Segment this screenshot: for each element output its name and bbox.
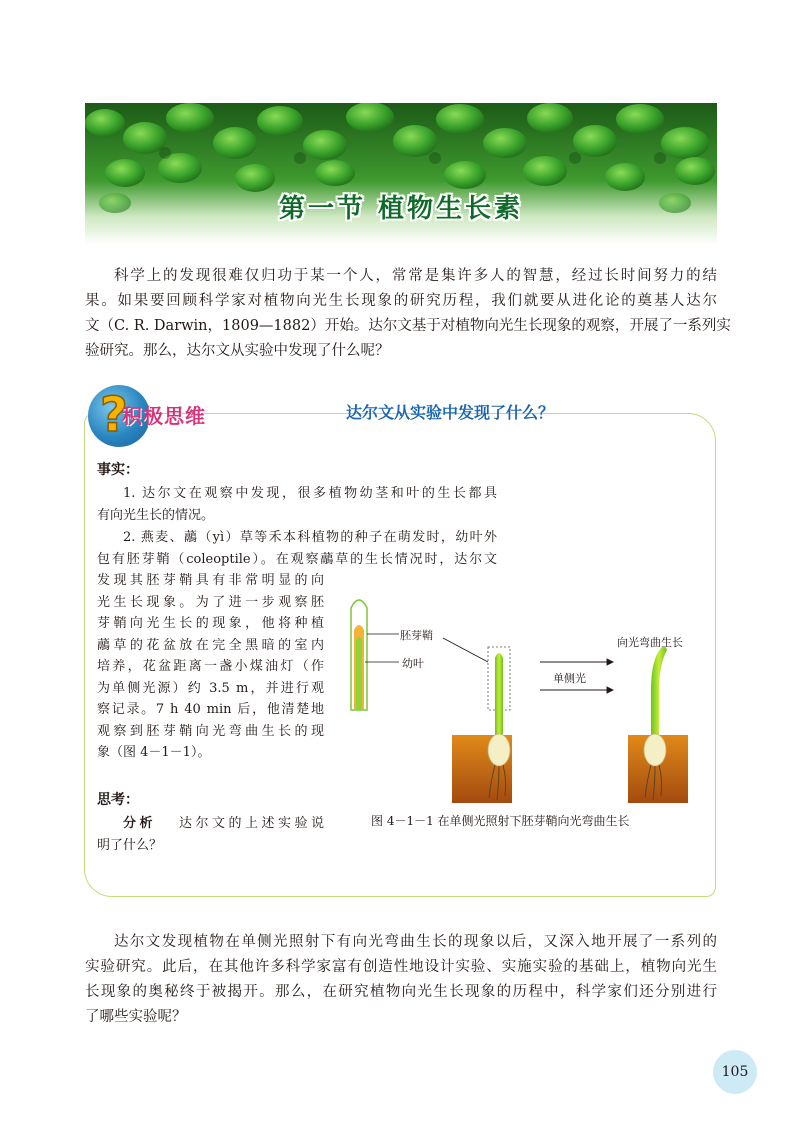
thinking-heading: 思考：	[97, 792, 139, 808]
fact-line: 培养，花盆距离一盏小煤油灯（作	[97, 659, 324, 674]
intro-line: 验研究。那么，达尔文从实验中发现了什么呢？	[85, 343, 390, 359]
outro-line: 达尔文发现植物在单侧光照射下有向光弯曲生长的现象以后，又深入地开展了一系列的	[114, 934, 717, 950]
fact-line: 象（图 4－1－1）。	[97, 745, 211, 760]
analysis	[97, 813, 324, 856]
intro-line: 果。如果要回顾科学家对植物向光生长现象的研究历程，我们就要从进化论的奠基人达尔	[85, 293, 717, 309]
think-box-subtitle: 达尔文从实验中发现了什么？	[346, 403, 555, 422]
question-mark-icon: ?	[100, 387, 128, 443]
label-unilateral-light: 单侧光	[553, 672, 586, 685]
analysis-line: 明了什么？	[97, 837, 163, 853]
think-box-label: 积极思维	[122, 404, 206, 428]
fact-line: 光生长现象。为了进一步观察胚	[97, 594, 324, 610]
fact-line: 1. 达尔文在观察中发现，很多植物幼茎和叶的生长都具	[123, 486, 497, 501]
figure-4-1-1	[345, 590, 715, 805]
fact-line: 包有胚芽鞘（coleoptile）。在观察虉草的生长情况时，达尔文	[97, 551, 497, 567]
fact-2-top	[97, 527, 497, 570]
fact-line: 察记录。7 h 40 min 后，他清楚地	[97, 702, 324, 717]
page-title: 第一节 植物生长素	[278, 194, 524, 224]
fact-line: 芽鞘向光生长的现象，他将种植	[97, 616, 324, 631]
fact-line: 为单侧光源）约 3.5 m，并进行观	[97, 680, 324, 696]
fact-2-side	[97, 570, 324, 764]
fact-line: 2. 燕麦、虉（yì）草等禾本科植物的种子在萌发时，幼叶外	[123, 530, 497, 545]
figure-caption: 图 4－1－1 在单侧光照射下胚芽鞘向光弯曲生长	[371, 814, 630, 828]
outro-line: 了哪些实验呢？	[85, 1009, 187, 1025]
outro-paragraph	[85, 930, 717, 1030]
analysis-line: 分析 达尔文的上述实验说	[123, 816, 324, 831]
intro-line: 科学上的发现很难仅归功于某一个人，常常是集许多人的智慧，经过长时间努力的结	[114, 268, 717, 284]
outro-line: 长现象的奥秘终于被揭开。那么，在研究植物向光生长现象的历程中，科学家们还分别进行	[85, 984, 717, 1000]
label-bending-growth: 向光弯曲生长	[617, 636, 683, 649]
coleoptile-detail-icon	[351, 600, 367, 710]
fact-line: 观察到胚芽鞘向光弯曲生长的现	[97, 723, 324, 739]
chapter-banner	[85, 103, 717, 245]
think-box-header	[88, 385, 728, 455]
intro-line: 文（C. R. Darwin，1809—1882）开始。达尔文基于对植物向光生长现象的观察，开展了一系列实	[85, 318, 731, 334]
fact-1	[97, 483, 497, 526]
analysis-label: 分析	[123, 816, 157, 831]
facts-heading: 事实：	[97, 462, 139, 478]
page-number: 105	[713, 1050, 757, 1094]
fact-line: 虉草的花盆放在完全黑暗的室内	[97, 637, 324, 653]
label-young-leaf: 幼叶	[402, 657, 424, 670]
fact-line: 有向光生长的情况。	[97, 507, 215, 523]
fact-line: 发现其胚芽鞘具有非常明显的向	[97, 573, 324, 588]
coleoptile-diagram	[345, 590, 715, 805]
outro-line: 实验研究。此后，在其他许多科学家富有创造性地设计实验、实施实验的基础上，植物向光生	[85, 959, 717, 975]
intro-paragraph	[85, 264, 731, 364]
label-coleoptile: 胚芽鞘	[400, 629, 433, 642]
